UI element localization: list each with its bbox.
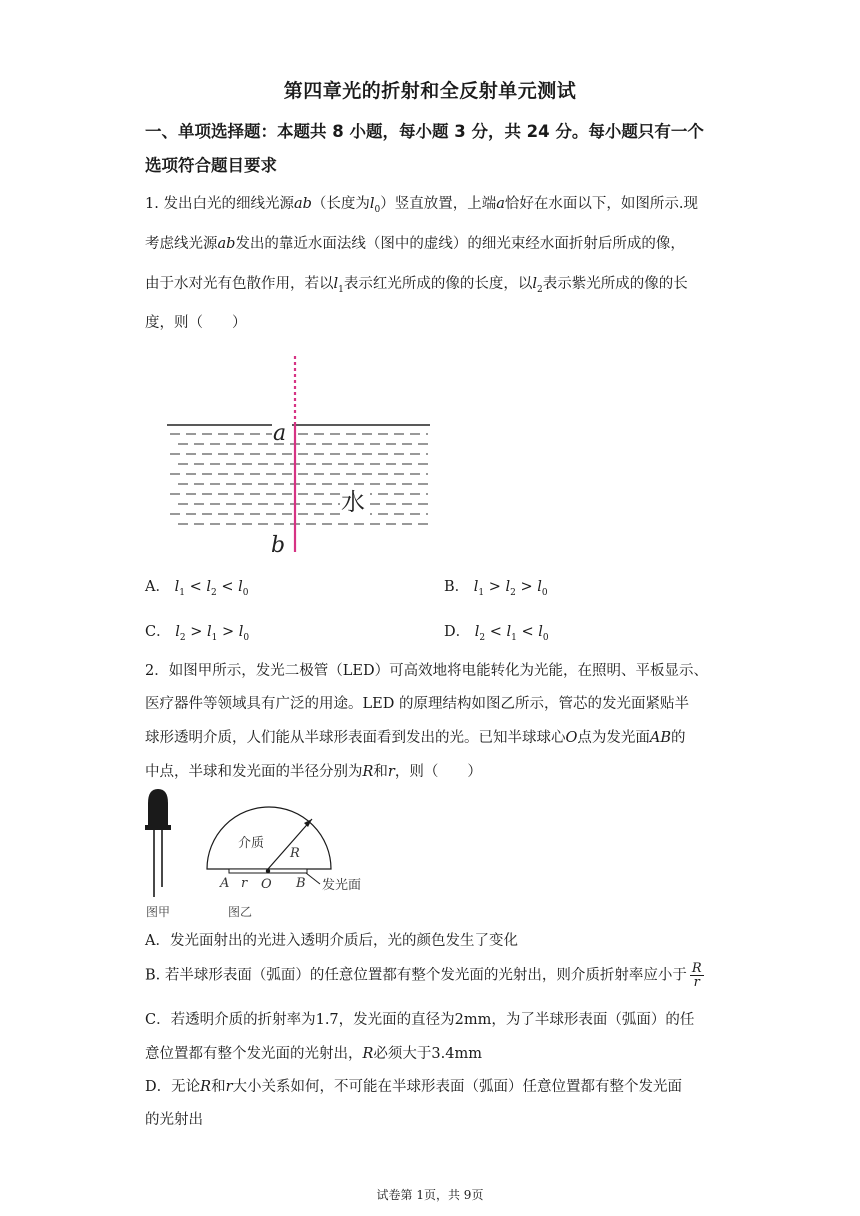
q1-line4: 度，则（ ） [145,315,247,331]
q2-option-b[interactable]: B. 若半球形表面（弧面）的任意位置都有整个发光面的光射出，则介质折射率应小于 $\frac{R}{r}$ [145,961,702,990]
q2-line4: 中点，半球和发光面的半径分别为R和r，则（ ） [145,764,482,780]
q2-option-a[interactable]: A．发光面射出的光进入透明介质后，光的颜色发生了变化 [145,933,518,949]
label-R: R [290,846,300,861]
q1-line1: 1. 发出白光的细线光源ab（长度为$l_0$）竖直放置，上端a恰好在水面以下，如图所示.现 [145,196,699,215]
q2-option-c-line1[interactable]: C．若透明介质的折射率为1.7，发光面的直径为2mm，为了半球形表面（弧面）的任 [145,1012,695,1028]
section-heading-line1: 一、单项选择题：本题共 8 小题，每小题 3 分，共 24 分。每小题只有一个 [145,122,704,141]
label-A: A [220,876,230,891]
q2-line1: 2．如图甲所示，发光二极管（LED）可高效地将电能转化为光能，在照明、平板显示、 [145,663,709,679]
label-yi: 图乙 [228,905,253,919]
label-O: O [261,877,272,892]
q2-option-c-line2: 意位置都有整个发光面的光射出，R必须大于3.4mm [145,1046,482,1062]
q2-led-figure [140,785,390,925]
q2-option-d-line1[interactable]: D．无论R和r大小关系如何，不可能在半球形表面（弧面）任意位置都有整个发光面 [145,1079,682,1095]
page-footer: 试卷第 1页，共 9页 [376,1188,484,1202]
radius-arrow [268,819,312,869]
label-surface: 发光面 [322,878,362,893]
label-jia: 图甲 [146,905,171,919]
label-medium: 介质 [238,836,265,851]
label-r: r [241,876,248,891]
q1-line2: 考虑线光源ab发出的靠近水面法线（图中的虚线）的细光束经水面折射后所成的像， [145,236,685,252]
label-a: a [273,421,287,446]
hemisphere [207,807,331,869]
q1-water-figure [160,352,440,562]
led-icon [145,789,171,897]
label-water: 水 [341,488,365,516]
q1-option-c[interactable]: C． $l_2 > l_1 > l_0$ [145,624,250,643]
water-dashes [170,434,428,524]
label-b: b [271,533,286,558]
q1-option-b[interactable]: B． $l_1 > l_2 > l_0$ [444,579,548,598]
page-title: 第四章光的折射和全反射单元测试 [283,80,577,102]
q2-line2: 医疗器件等领域具有广泛的用途。LED 的原理结构如图乙所示，管芯的发光面紧贴半 [145,696,689,712]
q1-option-a[interactable]: A． $l_1 < l_2 < l_0$ [145,579,249,598]
q2-line3: 球形透明介质，人们能从半球形表面看到发出的光。已知半球球心O点为发光面AB的 [145,730,686,746]
q2-option-d-line2: 的光射出 [145,1112,203,1128]
fraction-R-over-r: $\frac{R}{r}$ [691,961,702,990]
section-heading-line2: 选项符合题目要求 [145,156,277,175]
label-B: B [296,876,306,891]
q1-line3: 由于水对光有色散作用，若以$l_1$表示红光所成的像的长度，以$l_2$表示紫光所成的像的长 [145,276,688,295]
q1-option-d[interactable]: D． $l_2 < l_1 < l_0$ [444,624,549,643]
